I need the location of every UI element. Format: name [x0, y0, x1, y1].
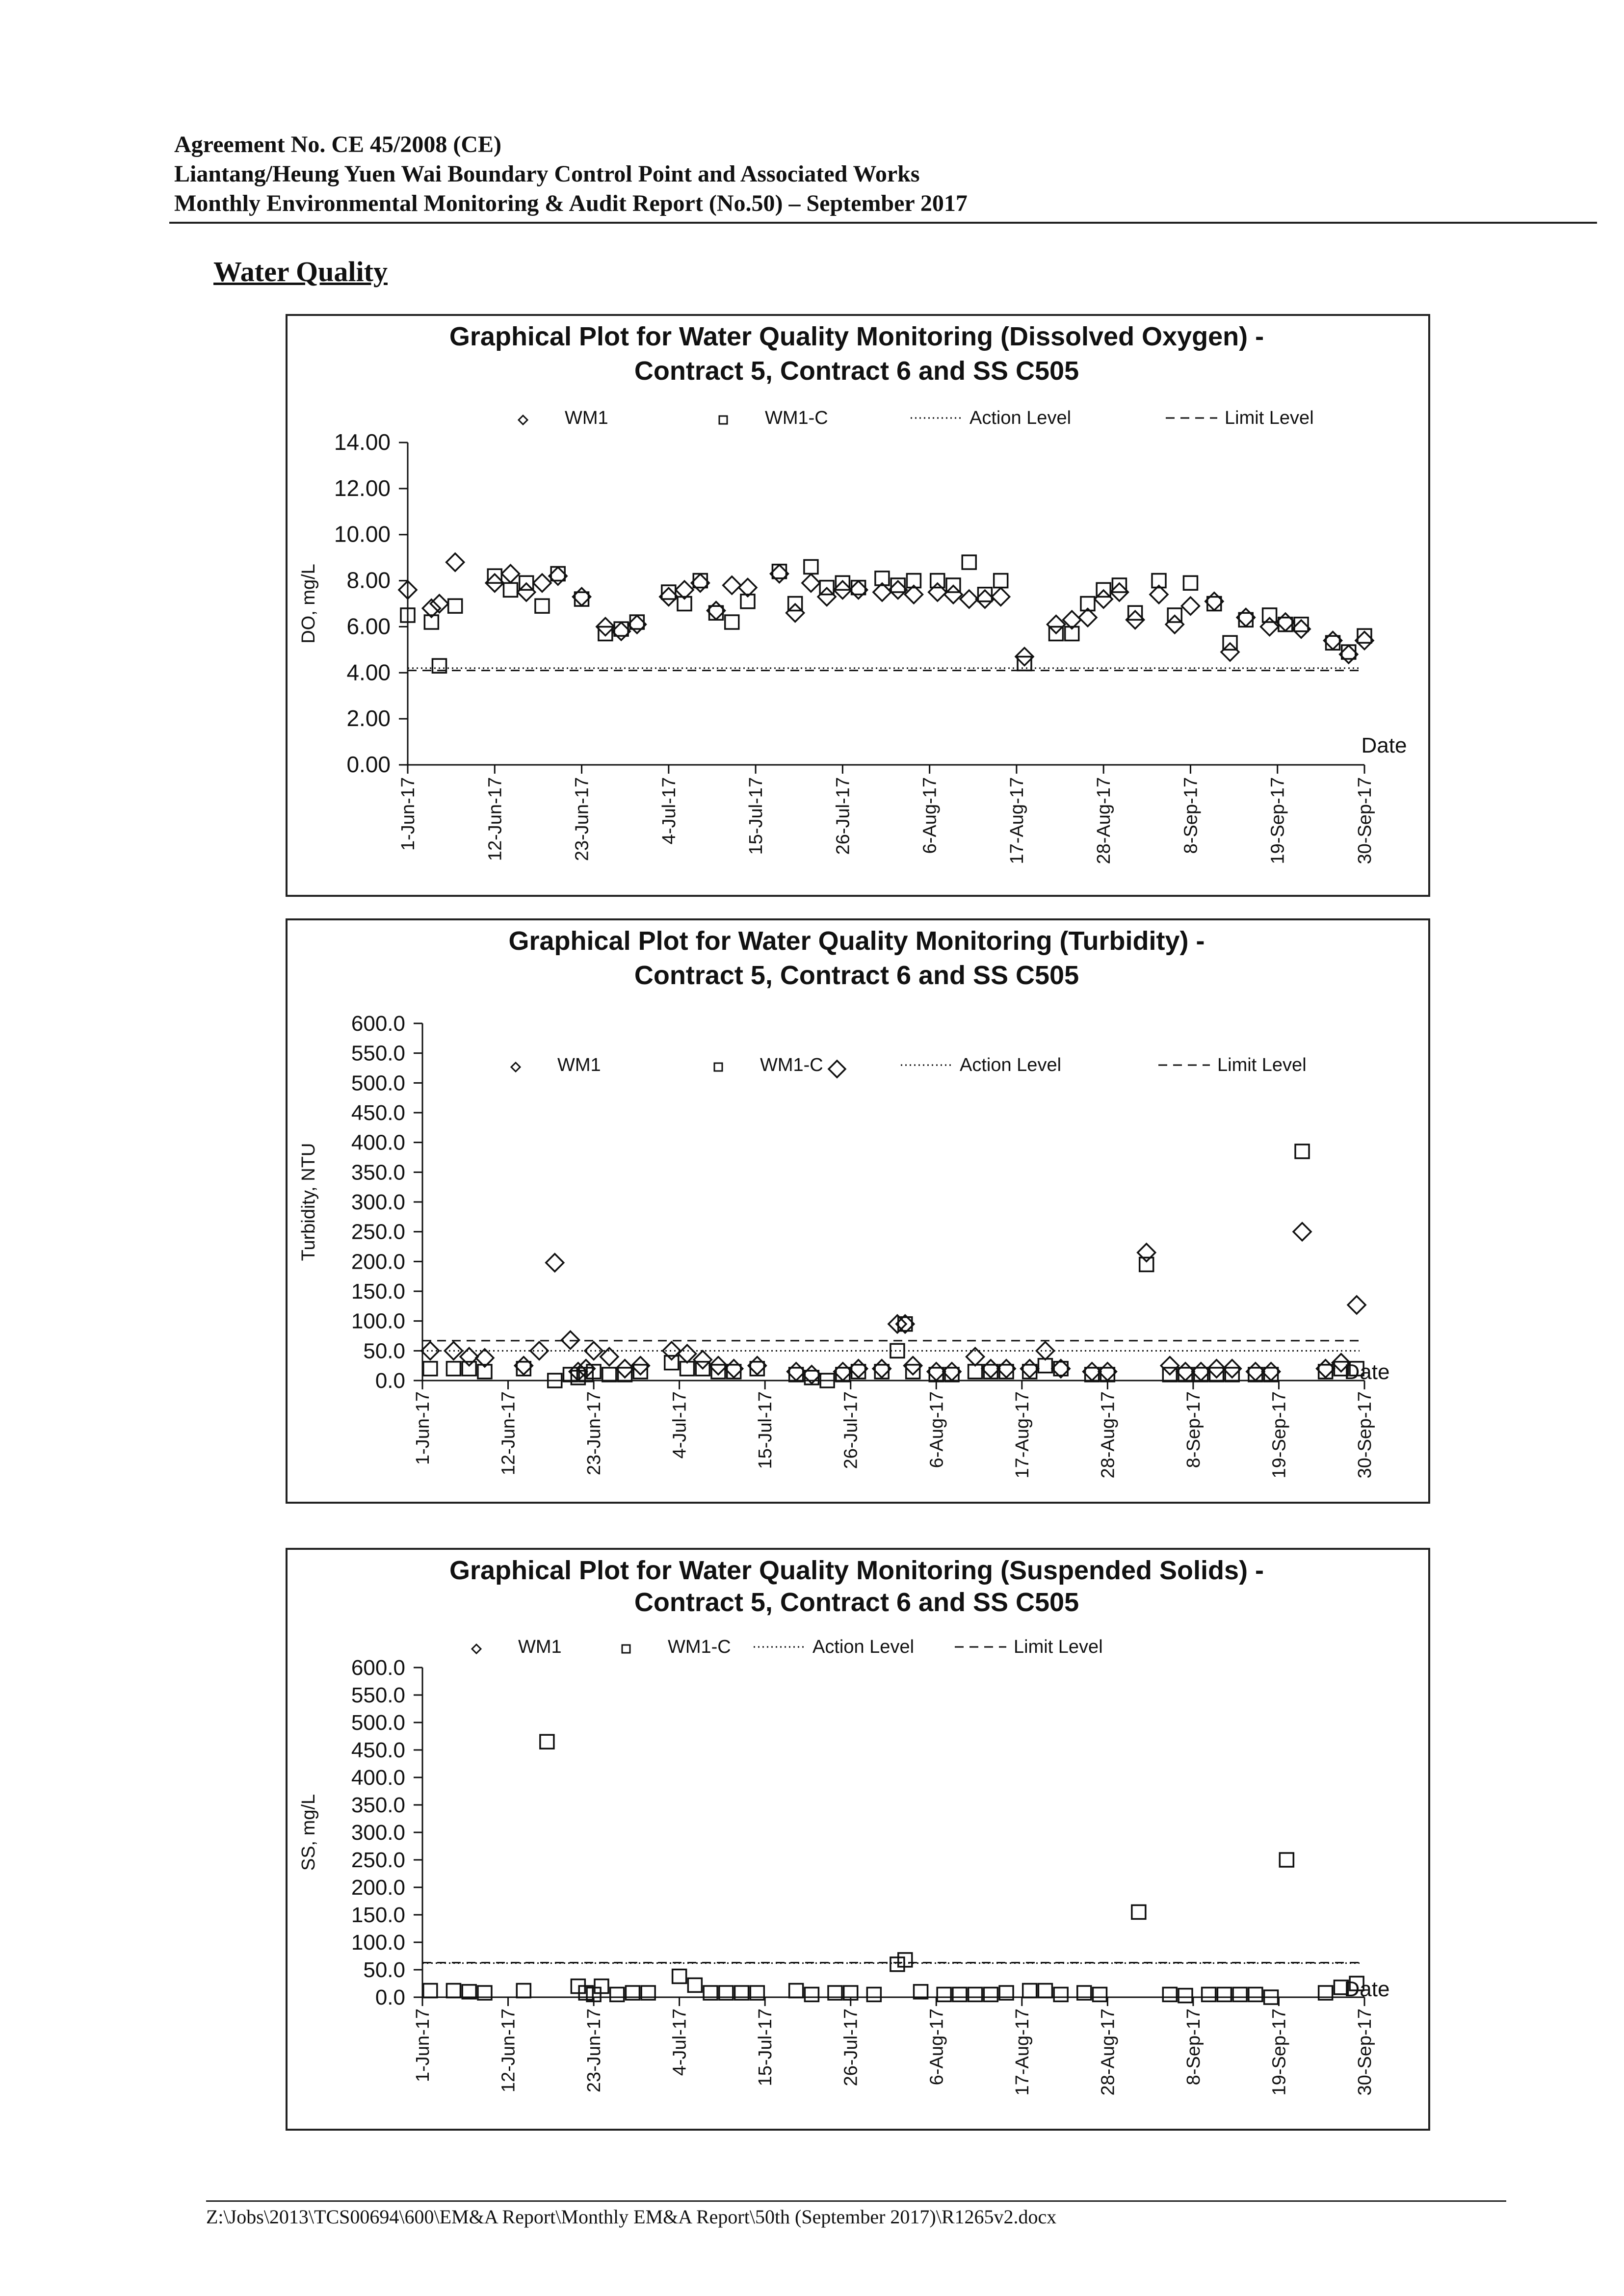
data-point-square: [614, 622, 628, 636]
y-tick-label: 600.0: [351, 1012, 405, 1036]
data-point-square: [630, 615, 644, 629]
y-tick-label: 400.0: [351, 1766, 405, 1790]
legend-label: WM1: [565, 408, 608, 428]
data-point-square: [1112, 578, 1126, 592]
data-point-square: [1183, 576, 1197, 590]
data-point-square: [673, 1969, 686, 1983]
x-tick-label: 26-Jul-17: [833, 777, 854, 855]
y-tick-label: 600.0: [351, 1656, 405, 1680]
data-point-square: [1207, 597, 1221, 611]
y-tick-label: 150.0: [351, 1279, 405, 1304]
x-tick-label: 6-Aug-17: [919, 777, 941, 854]
x-tick-label: 4-Jul-17: [669, 2009, 690, 2076]
x-tick-label: 15-Jul-17: [755, 1391, 776, 1469]
y-axis-title: Turbidity, NTU: [298, 1143, 319, 1261]
data-point-square: [931, 574, 944, 588]
data-point-square: [969, 1365, 982, 1379]
chart-dissolved-oxygen: [286, 314, 1430, 897]
data-point-diamond: [446, 553, 464, 571]
data-point-square: [1326, 636, 1340, 650]
x-tick-label: 6-Aug-17: [926, 1391, 947, 1468]
series-wm1: [421, 1223, 1365, 1383]
data-point-square: [1018, 657, 1031, 671]
x-tick-label: 23-Jun-17: [584, 1391, 605, 1476]
data-point-square: [551, 567, 565, 580]
chart-title: Contract 5, Contract 6 and SS C505: [634, 356, 1079, 386]
legend-label: Limit Level: [1217, 1055, 1307, 1075]
report-header: [174, 130, 1499, 218]
data-point-square: [1023, 1984, 1037, 1998]
y-tick-label: 250.0: [351, 1220, 405, 1244]
y-tick-label: 250.0: [351, 1848, 405, 1872]
y-tick-label: 450.0: [351, 1738, 405, 1762]
x-tick-label: 12-Jun-17: [498, 2009, 519, 2093]
data-point-diamond: [1293, 1223, 1311, 1241]
data-point-square: [1280, 1853, 1293, 1867]
chart-suspended-solids: [286, 1548, 1430, 2131]
x-tick-label: 19-Sep-17: [1269, 1391, 1290, 1479]
footer-divider: [206, 2200, 1506, 2202]
y-tick-label: 50.0: [363, 1958, 405, 1982]
data-point-diamond: [1181, 597, 1199, 615]
series-wm1-c: [401, 555, 1371, 673]
y-tick-label: 500.0: [351, 1711, 405, 1735]
y-tick-label: 10.00: [334, 521, 391, 547]
data-point-square: [688, 1978, 702, 1992]
legend-label: WM1: [557, 1055, 601, 1075]
data-point-diamond: [723, 576, 741, 594]
y-tick-label: 4.00: [346, 659, 391, 685]
data-point-square: [610, 1987, 624, 2001]
legend-entry: [901, 1055, 1061, 1075]
data-point-square: [772, 565, 786, 578]
data-point-square: [1217, 1987, 1231, 2001]
data-point-square: [599, 627, 612, 641]
x-tick-label: 8-Sep-17: [1183, 1391, 1204, 1468]
data-point-diamond: [992, 588, 1010, 605]
legend-entry: [622, 1637, 731, 1657]
data-point-square: [1179, 1989, 1192, 2003]
chart-turbidity-svg: [288, 920, 1428, 1502]
legend-entry: [714, 1055, 823, 1075]
x-tick-label: 28-Aug-17: [1094, 777, 1115, 864]
data-point-square: [789, 1984, 803, 1998]
y-tick-label: 400.0: [351, 1130, 405, 1155]
chart-ss-svg: [288, 1550, 1428, 2129]
x-tick-label: 12-Jun-17: [498, 1391, 519, 1476]
y-tick-label: 550.0: [351, 1683, 405, 1707]
data-point-square: [1128, 606, 1142, 620]
x-tick-label: 28-Aug-17: [1098, 1391, 1119, 1479]
legend-label: WM1: [518, 1637, 562, 1657]
data-point-square: [540, 1735, 554, 1748]
y-tick-label: 12.00: [334, 475, 391, 501]
data-point-square: [984, 1987, 997, 2001]
x-tick-label: 15-Jul-17: [746, 777, 767, 855]
section-title: Water Quality: [213, 256, 388, 287]
chart-turbidity: [286, 918, 1430, 1504]
y-tick-label: 8.00: [346, 567, 391, 593]
legend-entry: [472, 1637, 562, 1657]
x-tick-label: 26-Jul-17: [840, 2009, 862, 2087]
x-tick-label: 17-Aug-17: [1012, 2009, 1033, 2096]
y-tick-label: 500.0: [351, 1071, 405, 1096]
x-tick-label: 1-Jun-17: [413, 1391, 433, 1465]
y-tick-label: 2.00: [346, 705, 391, 731]
y-axis-title: DO, mg/L: [298, 564, 319, 644]
report-title: Monthly Environmental Monitoring & Audit Report (No.50) – September 2017: [174, 190, 968, 216]
x-tick-label: 4-Jul-17: [658, 777, 680, 845]
agreement-number: Agreement No. CE 45/2008 (CE): [174, 131, 502, 157]
data-point-square: [1249, 1987, 1262, 2001]
x-tick-label: 28-Aug-17: [1098, 2009, 1119, 2096]
y-tick-label: 0.0: [375, 1985, 405, 2009]
data-point-square: [1038, 1984, 1052, 1998]
chart-title: Graphical Plot for Water Quality Monitoring (Suspended Solids) -: [449, 1556, 1264, 1585]
data-point-square: [423, 1984, 437, 1998]
data-point-square: [953, 1987, 967, 2001]
data-point-square: [711, 1365, 725, 1379]
data-point-diamond: [546, 1254, 564, 1272]
data-point-square: [1202, 1987, 1216, 2001]
y-tick-label: 200.0: [351, 1250, 405, 1274]
data-point-diamond: [502, 565, 520, 582]
data-point-diamond: [802, 574, 820, 592]
data-point-square: [804, 560, 818, 574]
data-point-square: [602, 1368, 616, 1382]
x-tick-label: 23-Jun-17: [572, 777, 593, 861]
x-axis-title: Date: [1344, 1977, 1390, 2001]
y-tick-label: 0.00: [346, 752, 391, 777]
data-point-square: [709, 606, 723, 620]
y-tick-label: 200.0: [351, 1876, 405, 1900]
data-point-square: [1132, 1905, 1146, 1919]
x-tick-label: 15-Jul-17: [755, 2009, 776, 2087]
y-tick-label: 100.0: [351, 1309, 405, 1333]
y-tick-label: 0.0: [375, 1369, 405, 1393]
chart-title: Contract 5, Contract 6 and SS C505: [634, 1588, 1079, 1617]
data-point-square: [1140, 1257, 1153, 1271]
data-point-square: [937, 1987, 951, 2001]
legend-diamond-marker: [519, 416, 527, 424]
x-tick-label: 19-Sep-17: [1269, 2009, 1290, 2096]
legend-label: Limit Level: [1225, 408, 1314, 428]
chart-title: Graphical Plot for Water Quality Monitoring (Turbidity) -: [508, 926, 1205, 956]
data-point-square: [852, 581, 865, 595]
legend-diamond-marker: [511, 1063, 520, 1071]
legend-entry: [719, 408, 828, 428]
legend-diamond-marker: [472, 1644, 481, 1653]
data-point-square: [1233, 1987, 1247, 2001]
data-point-square: [1295, 1145, 1309, 1158]
y-tick-label: 300.0: [351, 1821, 405, 1845]
data-point-square: [805, 1987, 818, 2001]
data-point-square: [836, 576, 849, 590]
data-point-square: [898, 1953, 912, 1967]
legend-label: Limit Level: [1014, 1637, 1103, 1657]
data-point-square: [1054, 1987, 1068, 2001]
data-point-square: [575, 592, 589, 606]
data-point-square: [595, 1980, 608, 1993]
data-point-square: [504, 583, 518, 597]
data-point-diamond: [533, 574, 551, 592]
data-point-diamond: [1348, 1296, 1365, 1314]
legend-square-marker: [622, 1645, 630, 1653]
legend-label: WM1-C: [668, 1637, 731, 1657]
legend-entry: [1166, 408, 1314, 428]
x-tick-label: 30-Sep-17: [1355, 2009, 1375, 2096]
series-wm1: [399, 553, 1373, 665]
y-tick-label: 50.0: [363, 1339, 405, 1363]
data-point-square: [1342, 645, 1356, 659]
x-tick-label: 26-Jul-17: [840, 1391, 862, 1469]
data-point-square: [535, 599, 549, 613]
x-tick-label: 17-Aug-17: [1012, 1391, 1033, 1479]
legend-label: Action Level: [960, 1055, 1062, 1075]
chart-do-svg: [288, 316, 1428, 895]
stray-diamond-marker: [829, 1061, 845, 1077]
data-point-square: [1239, 613, 1253, 626]
y-tick-label: 6.00: [346, 613, 391, 639]
x-tick-label: 1-Jun-17: [398, 777, 419, 851]
data-point-square: [618, 1368, 632, 1382]
y-tick-label: 100.0: [351, 1931, 405, 1955]
x-tick-label: 4-Jul-17: [669, 1391, 690, 1459]
x-tick-label: 8-Sep-17: [1180, 777, 1202, 854]
y-tick-label: 350.0: [351, 1793, 405, 1817]
legend-label: Action Level: [812, 1637, 915, 1657]
chart-title: Graphical Plot for Water Quality Monitoring (Dissolved Oxygen) -: [449, 322, 1264, 351]
legend-entry: [754, 1637, 914, 1657]
x-tick-label: 30-Sep-17: [1355, 777, 1375, 864]
data-point-square: [867, 1987, 881, 2001]
x-tick-label: 8-Sep-17: [1183, 2009, 1204, 2086]
x-tick-label: 30-Sep-17: [1355, 1391, 1375, 1479]
data-point-square: [1225, 1368, 1239, 1382]
data-point-square: [1210, 1368, 1224, 1382]
legend-label: WM1-C: [760, 1055, 823, 1075]
data-point-square: [446, 1362, 460, 1376]
data-point-square: [891, 1344, 904, 1357]
data-point-square: [1279, 618, 1292, 631]
data-point-square: [1093, 1987, 1106, 2001]
chart-title: Contract 5, Contract 6 and SS C505: [634, 961, 1079, 990]
data-point-square: [517, 1984, 530, 1998]
data-point-square: [1263, 608, 1277, 622]
x-axis-title: Date: [1361, 733, 1407, 757]
y-tick-label: 14.00: [334, 429, 391, 455]
legend-entry: [911, 408, 1071, 428]
data-point-square: [681, 1362, 694, 1376]
x-tick-label: 6-Aug-17: [926, 2009, 947, 2086]
legend-entry: [1158, 1055, 1307, 1075]
data-point-square: [693, 574, 707, 588]
data-point-square: [488, 569, 501, 583]
data-point-square: [446, 1984, 460, 1998]
data-point-square: [891, 1957, 904, 1971]
data-point-square: [462, 1362, 476, 1376]
y-tick-label: 450.0: [351, 1101, 405, 1125]
data-point-square: [448, 599, 462, 613]
legend-label: Action Level: [969, 408, 1072, 428]
legend-square-marker: [714, 1063, 722, 1071]
data-point-square: [962, 555, 976, 569]
legend-entry: [511, 1055, 601, 1075]
data-point-square: [906, 1365, 920, 1379]
y-axis-title: SS, mg/L: [298, 1794, 319, 1871]
legend-square-marker: [719, 416, 727, 424]
x-tick-label: 1-Jun-17: [413, 2009, 433, 2082]
x-tick-label: 23-Jun-17: [584, 2009, 605, 2093]
legend-entry: [955, 1637, 1103, 1657]
file-path-footer: Z:\Jobs\2013\TCS00694\600\EM&A Report\Monthly EM&A Report\50th (September 2017)\R1265v2.docx: [206, 2206, 1057, 2228]
legend-label: WM1-C: [765, 408, 828, 428]
y-tick-label: 550.0: [351, 1041, 405, 1066]
y-tick-label: 350.0: [351, 1160, 405, 1185]
data-point-square: [423, 1362, 437, 1376]
header-divider: [169, 222, 1597, 224]
x-tick-label: 17-Aug-17: [1006, 777, 1027, 864]
data-point-square: [665, 1356, 679, 1370]
project-title: Liantang/Heung Yuen Wai Boundary Control Point and Associated Works: [174, 161, 920, 187]
data-point-square: [969, 1987, 982, 2001]
x-tick-label: 19-Sep-17: [1267, 777, 1288, 864]
data-point-square: [725, 615, 739, 629]
x-axis-title: Date: [1344, 1360, 1390, 1384]
data-point-square: [994, 574, 1008, 588]
y-tick-label: 300.0: [351, 1190, 405, 1214]
data-point-square: [633, 1365, 647, 1379]
legend-entry: [519, 408, 608, 428]
data-point-square: [1163, 1987, 1177, 2001]
data-point-square: [1038, 1359, 1052, 1373]
x-tick-label: 12-Jun-17: [485, 777, 506, 861]
data-point-square: [571, 1371, 585, 1384]
y-tick-label: 150.0: [351, 1903, 405, 1927]
